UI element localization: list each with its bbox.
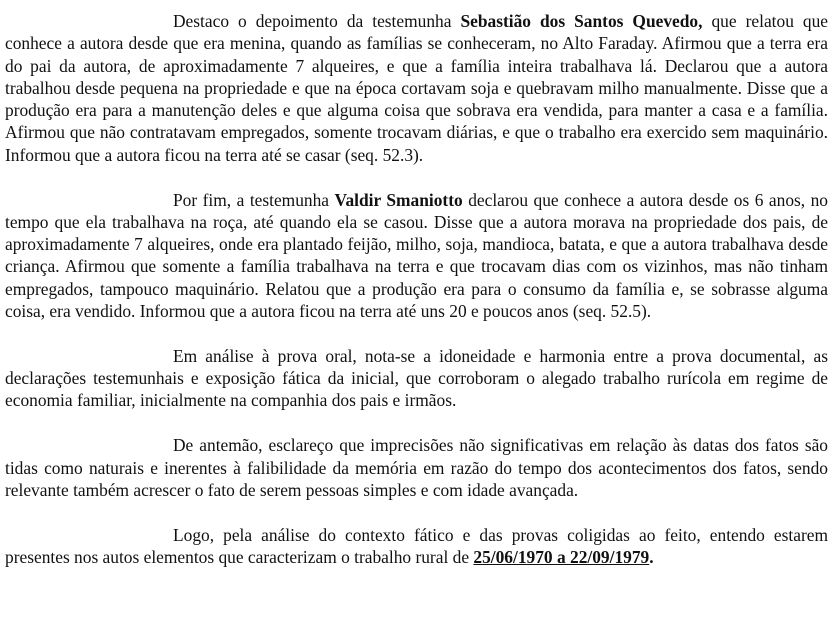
text-segment: declarou que conhece a autora desde os 6 anos, no tempo que ela trabalhava na roça, até quando ela se casou. Disse que a autora morava na propriedade dos pais, de aproximadamente 7 alqueires, onde era plantado feijão, milho, soja, mandioca, batata, e que a autora trabalhava desde criança. Afirmou que somente a família trabalhava na terra e que trocavam dias com os vizinhos, mas não tinham empregados, tampouco maquinário. Relatou que a produção era para o consumo da família e, se sobrasse alguma coisa, era vendido. Informou que a autora ficou na terra até uns 20 e poucos anos (seq. 52.5). <box>5 189 829 322</box>
paragraph-spacer <box>5 166 828 189</box>
paragraph-spacer <box>5 501 828 524</box>
text-segment: Destaco o depoimento da testemunha <box>173 11 461 31</box>
text-segment: que relatou que conhece a autora desde que era menina, quando as famílias se conheceram, no Alto Faraday. Afirmou que a terra era do pai da autora, de aproximadamente 7 alqueires, e que a família inteira trabalhava lá. Declarou que a autora trabalhou desde pequena na propriedade e que na época cortavam soja e quebravam milho manualmente. Disse que a produção era para a manutenção deles e que alguma coisa que sobrava era vendida, para manter a casa e a família. Afirmou que não contratavam empregados, somente trocavam diárias, e que o trabalho era exercido sem maquinário. Informou que a autora ficou na terra até se casar (seq. 52.3). <box>5 11 828 165</box>
text-segment: Por fim, a testemunha <box>173 189 335 210</box>
paragraph-date-imprecision <box>5 434 828 501</box>
paragraph-oral-evidence-analysis <box>5 345 828 412</box>
paragraph-spacer <box>5 412 828 435</box>
paragraph-testimony-sebastiao <box>5 10 828 166</box>
text-segment: De antemão, esclareço que imprecisões não significativas em relação às datas dos fatos são tidas como naturais e inerentes à falibilidade da memória em razão do tempo dos acontecimentos dos fatos, sendo relevante também acrescer o fato de serem pessoas simples e com idade avançada. <box>5 435 828 500</box>
witness-name-sebastiao: Sebastião dos Santos Quevedo, <box>460 11 703 31</box>
text-segment: Em análise à prova oral, nota-se a idoneidade e harmonia entre a prova documental, as declarações testemunhais e exposição fática da inicial, que corroboram o alegado trabalho rurícola em regime de economia familiar, inicialmente na companhia dos pais e irmãos. <box>5 345 828 411</box>
text-segment: . <box>649 546 654 567</box>
paragraph-testimony-valdir <box>5 189 828 323</box>
paragraph-conclusion <box>5 524 828 569</box>
rural-work-period: 25/06/1970 a 22/09/1979 <box>473 546 650 567</box>
text-segment: Logo, pela análise do contexto fático e das provas coligidas ao feito, entendo estarem presentes nos autos elementos que caracterizam o trabalho rural de <box>5 524 828 567</box>
paragraph-spacer <box>5 322 828 345</box>
witness-name-valdir: Valdir Smaniotto <box>334 189 463 210</box>
